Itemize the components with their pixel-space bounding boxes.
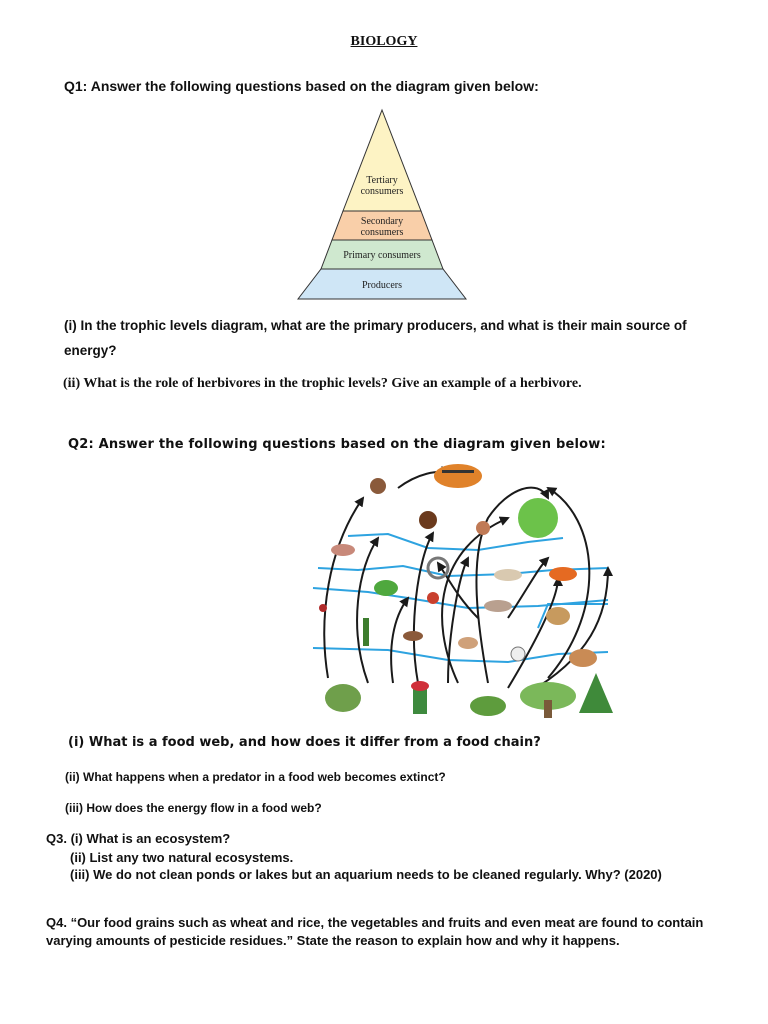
arrow-13 xyxy=(508,558,548,618)
q4-text: Q4. “Our food grains such as wheat and rice, the vegetables and fruits and even meat are found to contain varying amounts of pesticide residues.” State the reason to explain how and why it happens. xyxy=(46,915,704,948)
arrow-3 xyxy=(391,598,408,683)
pyramid-label-secondary-1: Secondary xyxy=(360,216,404,227)
pyramid-label-producers: Producers xyxy=(362,280,402,291)
frog xyxy=(374,580,398,596)
eagle xyxy=(419,511,437,529)
fox xyxy=(549,567,577,581)
rat xyxy=(494,569,522,581)
deer xyxy=(569,649,597,667)
q2-question-i: (i) What is a food web, and how does it differ from a food chain? xyxy=(68,735,541,750)
pyramid-label-tertiary-1: Tertiary xyxy=(366,175,398,186)
mongoose xyxy=(484,600,512,612)
shrub xyxy=(470,696,506,716)
q2-question-ii: (ii) What happens when a predator in a food web becomes extinct? xyxy=(65,770,446,784)
owl xyxy=(476,521,490,535)
rabbit xyxy=(511,647,525,661)
q3-line2: (ii) List any two natural ecosystems. xyxy=(70,850,294,865)
tiger xyxy=(434,464,482,488)
tree-trunk-bottom xyxy=(544,700,552,718)
tree-canopy-right xyxy=(518,498,558,538)
page-title: BIOLOGY xyxy=(350,34,418,49)
q3-line1: Q3. (i) What is an ecosystem? xyxy=(46,831,231,846)
q3-line3: (iii) We do not clean ponds or lakes but an aquarium needs to be cleaned regularly. Why? (2020) xyxy=(70,867,662,882)
q1-heading: Q1: Answer the following questions based on the diagram given below: xyxy=(64,78,539,94)
pyramid-label-primary: Primary consumers xyxy=(343,250,421,261)
insect xyxy=(319,604,327,612)
arrow-7 xyxy=(508,578,558,688)
arrow-4 xyxy=(414,533,433,683)
q1-question-ii: (ii) What is the role of herbivores in the trophic levels? Give an example of a herbivore. xyxy=(63,376,582,391)
snake-coil xyxy=(428,558,448,578)
fish xyxy=(331,544,355,556)
q1-question-i-line1: (i) In the trophic levels diagram, what are the primary producers, and what is their main source of xyxy=(64,318,687,333)
grasshopper xyxy=(403,631,423,641)
pyramid-label-tertiary-2: consumers xyxy=(360,186,404,197)
plant-1 xyxy=(325,684,361,712)
reed xyxy=(363,618,369,646)
q2-question-iii: (iii) How does the energy flow in a food web? xyxy=(65,801,322,815)
q2-heading: Q2: Answer the following questions based on the diagram given below: xyxy=(68,437,606,452)
arrow-2 xyxy=(357,538,378,683)
squirrel xyxy=(458,637,478,649)
small-bird xyxy=(427,592,439,604)
bird-top-left xyxy=(370,478,386,494)
arrow-1 xyxy=(324,498,363,678)
trophic-pyramid-diagram xyxy=(296,108,468,304)
pyramid-label-secondary-2: consumers xyxy=(360,227,404,238)
q1-question-i-line2: energy? xyxy=(64,343,117,358)
plant-2-flowers xyxy=(411,681,429,691)
food-web-diagram xyxy=(308,458,628,722)
tiger-stripes xyxy=(442,470,474,473)
tree-conifer xyxy=(579,673,613,713)
goat xyxy=(546,607,570,625)
